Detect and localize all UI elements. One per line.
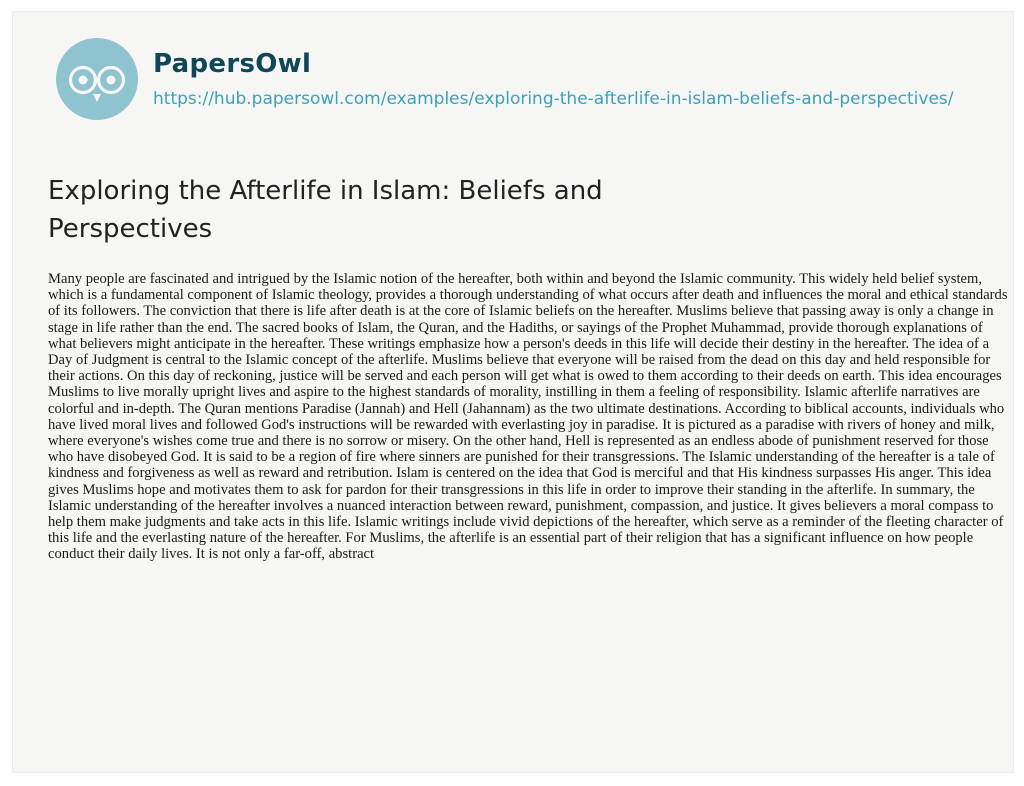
header (53, 36, 954, 122)
owl-eyes-logo-icon (53, 36, 141, 122)
document-page (12, 11, 1014, 773)
article-title: Exploring the Afterlife in Islam: Beliefs and Perspectives (48, 176, 603, 244)
article-body: Many people are fascinated and intrigued by the Islamic notion of the hereafter, both within and beyond the Islamic community. This widely held belief system, which is a fundamental component of Islamic theology, provides a thorough understanding of what occurs after death and influences the moral and ethical standards of its followers. The conviction that there is life after death is at the core of Islamic beliefs on the hereafter. Muslims believe that passing away is only a change in stage in life rather than the end. The sacred books of Islam, the Quran, and the Hadiths, or sayings of the Prophet Muhammad, provide thorough explanations of what believers might anticipate in the hereafter. These writings emphasize how a person's deeds in this life will decide their destiny in the hereafter. The idea of a Day of Judgment is central to the Islamic concept of the afterlife. Muslims believe that everyone will be raised from the dead on this day and held responsible for their actions. On this day of reckoning, justice will be served and each person will get what is owed to them according to their deeds on earth. This idea encourages Muslims to live morally upright lives and aspire to the highest standards of morality, instilling in them a feeling of responsibility. Islamic afterlife narratives are colorful and in-depth. The Quran mentions Paradise (Jannah) and Hell (Jahannam) as the two ultimate destinations. According to biblical accounts, individuals who have lived moral lives and followed God's instructions will be rewarded with everlasting joy in paradise. It is pictured as a paradise with rivers of honey and milk, where everyone's wishes come true and there is no sorrow or misery. On the other hand, Hell is represented as an endless abode of punishment reserved for those who have disobeyed God. It is said to be a region of fire where sinners are punished for their transgressions. The Islamic understanding of the hereafter is a tale of kindness and forgiveness as well as reward and retribution. Islam is centered on the idea that God is merciful and that His kindness surpasses His anger. This idea gives Muslims hope and motivates them to ask for pardon for their transgressions in this life in order to improve their standing in the afterlife. In summary, the Islamic understanding of the hereafter involves a nuanced interaction between reward, punishment, compassion, and justice. It gives believers a moral compass to help them make judgments and take acts in this life. Islamic writings include vivid depictions of the hereafter, which serve as a reminder of the fleeting character of this life and the everlasting nature of the hereafter. For Muslims, the afterlife is an essential part of their religion that has a significant influence on how people conduct their daily lives. It is not only a far-off, abstract (48, 271, 1008, 563)
source-url[interactable]: https://hub.papersowl.com/examples/exploring-the-afterlife-in-islam-beliefs-and-perspectives/ (153, 89, 954, 109)
brand-name[interactable]: PapersOwl (153, 49, 312, 79)
brand (153, 47, 954, 111)
